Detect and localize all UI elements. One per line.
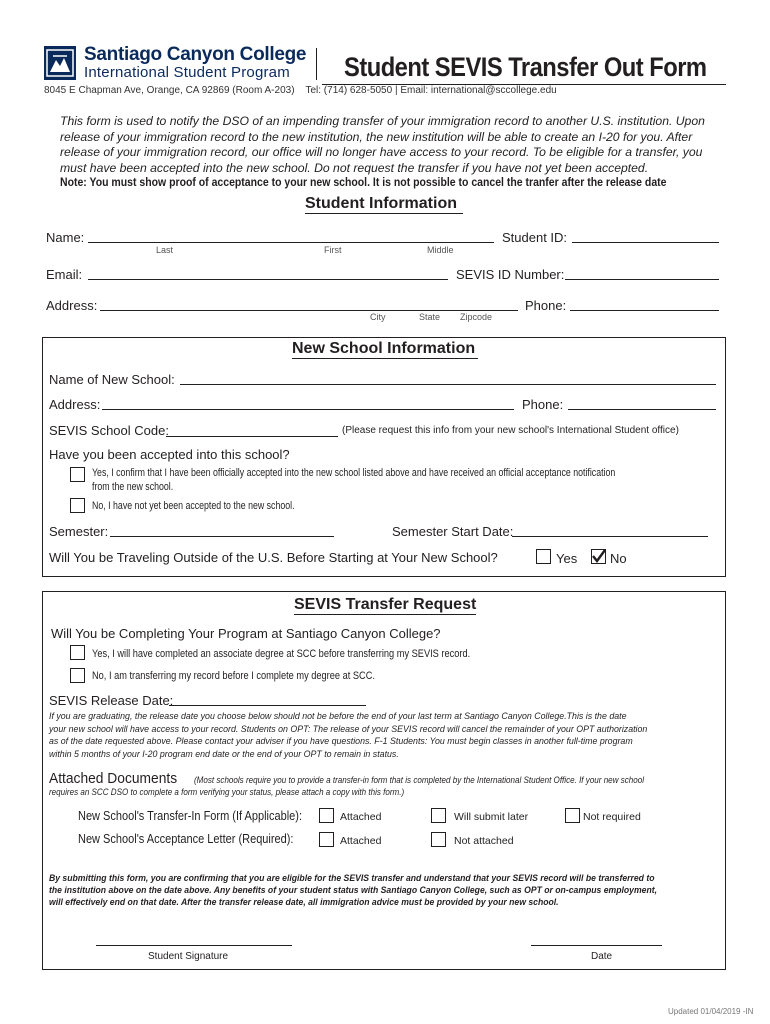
attached-heading: Attached Documents bbox=[49, 770, 178, 787]
semester-start-field[interactable] bbox=[512, 536, 708, 537]
release-note-line: within 5 months of your I-20 program end date or the end of your OPT to remain in status. bbox=[49, 748, 399, 760]
completing-question: Will You be Completing Your Program at Santiago Canyon College? bbox=[51, 626, 441, 641]
accepted-no-text: No, I have not yet been accepted to the new school. bbox=[92, 500, 295, 512]
accepted-no-checkbox[interactable] bbox=[70, 498, 85, 513]
student-info-heading: Student Information bbox=[305, 195, 457, 212]
student-id-field[interactable] bbox=[572, 242, 719, 243]
accepted-question: Have you been accepted into this school? bbox=[49, 447, 290, 462]
new-school-heading: New School Information bbox=[292, 340, 476, 357]
acceptance-attached-label: Attached bbox=[340, 835, 382, 847]
state-hint: State bbox=[419, 312, 441, 322]
certification-line: the institution above on the date above. Any benefits of your student status with Santiago Canyon College, such as OPT or on-campus employment, bbox=[49, 885, 658, 897]
attached-note-continued: requires an SCC DSO to complete a form verifying your status, please attach a copy with this form.) bbox=[49, 787, 405, 798]
sevis-id-field[interactable] bbox=[565, 279, 719, 280]
release-note-line: your new school will have access to your record. Students on OPT: The release of your SEVIS record will cancel the remainder of your OPT authorization bbox=[49, 723, 648, 735]
student-id-label: Student ID: bbox=[502, 230, 568, 245]
name-field[interactable] bbox=[88, 242, 494, 243]
accepted-yes-text-continued: from the new school. bbox=[92, 481, 174, 493]
last-name-hint: Last bbox=[156, 245, 174, 255]
travel-no-label: No bbox=[610, 551, 627, 566]
semester-start-label: Semester Start Date: bbox=[392, 524, 514, 539]
semester-field[interactable] bbox=[110, 536, 334, 537]
transfer-in-attached-label: Attached bbox=[340, 811, 382, 823]
travel-question: Will You be Traveling Outside of the U.S. Before Starting at Your New School? bbox=[49, 550, 498, 565]
heading-underline bbox=[305, 213, 463, 214]
completing-no-text: No, I am transferring my record before I complete my degree at SCC. bbox=[92, 670, 375, 682]
middle-name-hint: Middle bbox=[427, 245, 454, 255]
transfer-in-later-checkbox[interactable] bbox=[431, 808, 446, 823]
release-note-line: as of the date requested above. Please contact your adviser if you have questions. F-1 Students: You must begin classes in another full-time program bbox=[49, 736, 633, 748]
sevis-id-label: SEVIS ID Number: bbox=[456, 267, 565, 282]
updated-date: Updated 01/04/2019 -IN bbox=[668, 1007, 754, 1016]
email-label: Email: bbox=[46, 267, 83, 282]
release-note bbox=[49, 711, 699, 761]
school-code-label: SEVIS School Code: bbox=[49, 423, 169, 438]
college-logo bbox=[44, 46, 76, 80]
travel-yes-label: Yes bbox=[556, 551, 578, 566]
city-hint: City bbox=[370, 312, 386, 322]
name-label: Name: bbox=[46, 230, 85, 245]
certification-line: By submitting this form, you are confirming that you are eligible for the SEVIS transfer and understand that your SEVIS record will be transferred to bbox=[49, 873, 655, 884]
transfer-in-not-required-checkbox[interactable] bbox=[565, 808, 580, 823]
new-school-address-label: Address: bbox=[49, 397, 101, 412]
new-school-name-label: Name of New School: bbox=[49, 372, 175, 387]
travel-yes-checkbox[interactable] bbox=[536, 549, 551, 564]
certification-line: will effectively end on that date. After the transfer release date, all immigration advice must be provided by your new school. bbox=[49, 897, 559, 909]
signature-label: Student Signature bbox=[148, 951, 229, 962]
acceptance-note: Note: You must show proof of acceptance to your new school. It is not possible to cancel the tranfer after the release date bbox=[60, 175, 667, 189]
completing-yes-checkbox[interactable] bbox=[70, 645, 85, 660]
date-field[interactable] bbox=[531, 945, 662, 946]
new-school-phone-field[interactable] bbox=[568, 409, 716, 410]
transfer-in-form-label: New School's Transfer-In Form (If Applicable): bbox=[78, 809, 303, 823]
completing-yes-text: Yes, I will have completed an associate degree at SCC before transferring my SEVIS record. bbox=[92, 648, 471, 660]
acceptance-letter-label: New School's Acceptance Letter (Required): bbox=[78, 832, 294, 846]
accepted-yes-checkbox[interactable] bbox=[70, 467, 85, 482]
new-school-address-field[interactable] bbox=[102, 409, 514, 410]
signature-field[interactable] bbox=[96, 945, 292, 946]
intro-line: release of your immigration record to the new institution, the new institution will be able to create an I-20 for you. After bbox=[60, 129, 693, 144]
acceptance-attached-checkbox[interactable] bbox=[319, 832, 334, 847]
travel-no-checkbox[interactable] bbox=[591, 549, 606, 564]
release-note-line: If you are graduating, the release date you choose below should not be before the end of your last term at Santiago Canyon College.This is the date bbox=[49, 711, 627, 722]
address-field[interactable] bbox=[100, 310, 518, 311]
date-label: Date bbox=[591, 951, 613, 962]
checkmark-icon bbox=[591, 549, 606, 564]
program-name: International Student Program bbox=[84, 64, 290, 81]
completing-no-checkbox[interactable] bbox=[70, 668, 85, 683]
release-date-label: SEVIS Release Date: bbox=[49, 693, 174, 708]
certification-statement bbox=[49, 873, 725, 910]
release-date-field[interactable] bbox=[169, 705, 366, 706]
address-line: 8045 E Chapman Ave, Orange, CA 92869 (Room A-203) Tel: (714) 628-5050 | Email: international@sccollege.edu bbox=[44, 85, 557, 96]
intro-paragraph bbox=[60, 114, 740, 176]
intro-line: release of your immigration record, our office will no longer have access to your record. To be eligible for a transfer, you bbox=[60, 145, 703, 159]
attached-note: (Most schools require you to provide a transfer-in form that is completed by the International Student Office. If your new school bbox=[194, 775, 645, 786]
email-field[interactable] bbox=[88, 279, 448, 280]
phone-label: Phone: bbox=[525, 298, 567, 313]
transfer-in-not-required-label: Not required bbox=[583, 811, 641, 823]
new-school-name-field[interactable] bbox=[180, 384, 716, 385]
acceptance-not-attached-checkbox[interactable] bbox=[431, 832, 446, 847]
logo-emblem-icon bbox=[44, 46, 76, 80]
zipcode-hint: Zipcode bbox=[460, 312, 493, 322]
accepted-yes-text: Yes, I confirm that I have been officially accepted into the new school listed above and have received an official acceptance notification bbox=[92, 467, 616, 479]
college-name: Santiago Canyon College bbox=[84, 44, 307, 65]
heading-underline bbox=[294, 614, 476, 615]
school-code-note: (Please request this info from your new school's International Student office) bbox=[342, 425, 679, 436]
transfer-in-attached-checkbox[interactable] bbox=[319, 808, 334, 823]
form-title: Student SEVIS Transfer Out Form bbox=[344, 52, 707, 82]
header-divider bbox=[316, 48, 317, 80]
heading-underline bbox=[292, 358, 478, 359]
first-name-hint: First bbox=[324, 245, 342, 255]
transfer-request-heading: SEVIS Transfer Request bbox=[294, 596, 477, 613]
semester-label: Semester: bbox=[49, 524, 109, 539]
new-school-phone-label: Phone: bbox=[522, 397, 564, 412]
acceptance-not-attached-label: Not attached bbox=[454, 835, 514, 847]
transfer-in-later-label: Will submit later bbox=[454, 811, 529, 823]
intro-line: This form is used to notify the DSO of an impending transfer of your immigration record to another U.S. institution. Upon bbox=[60, 114, 705, 128]
address-label: Address: bbox=[46, 298, 98, 313]
phone-field[interactable] bbox=[570, 310, 719, 311]
intro-line: must have been accepted into the new school. Do not request the transfer if you have not yet been accepted. bbox=[60, 160, 649, 175]
school-code-field[interactable] bbox=[166, 436, 338, 437]
